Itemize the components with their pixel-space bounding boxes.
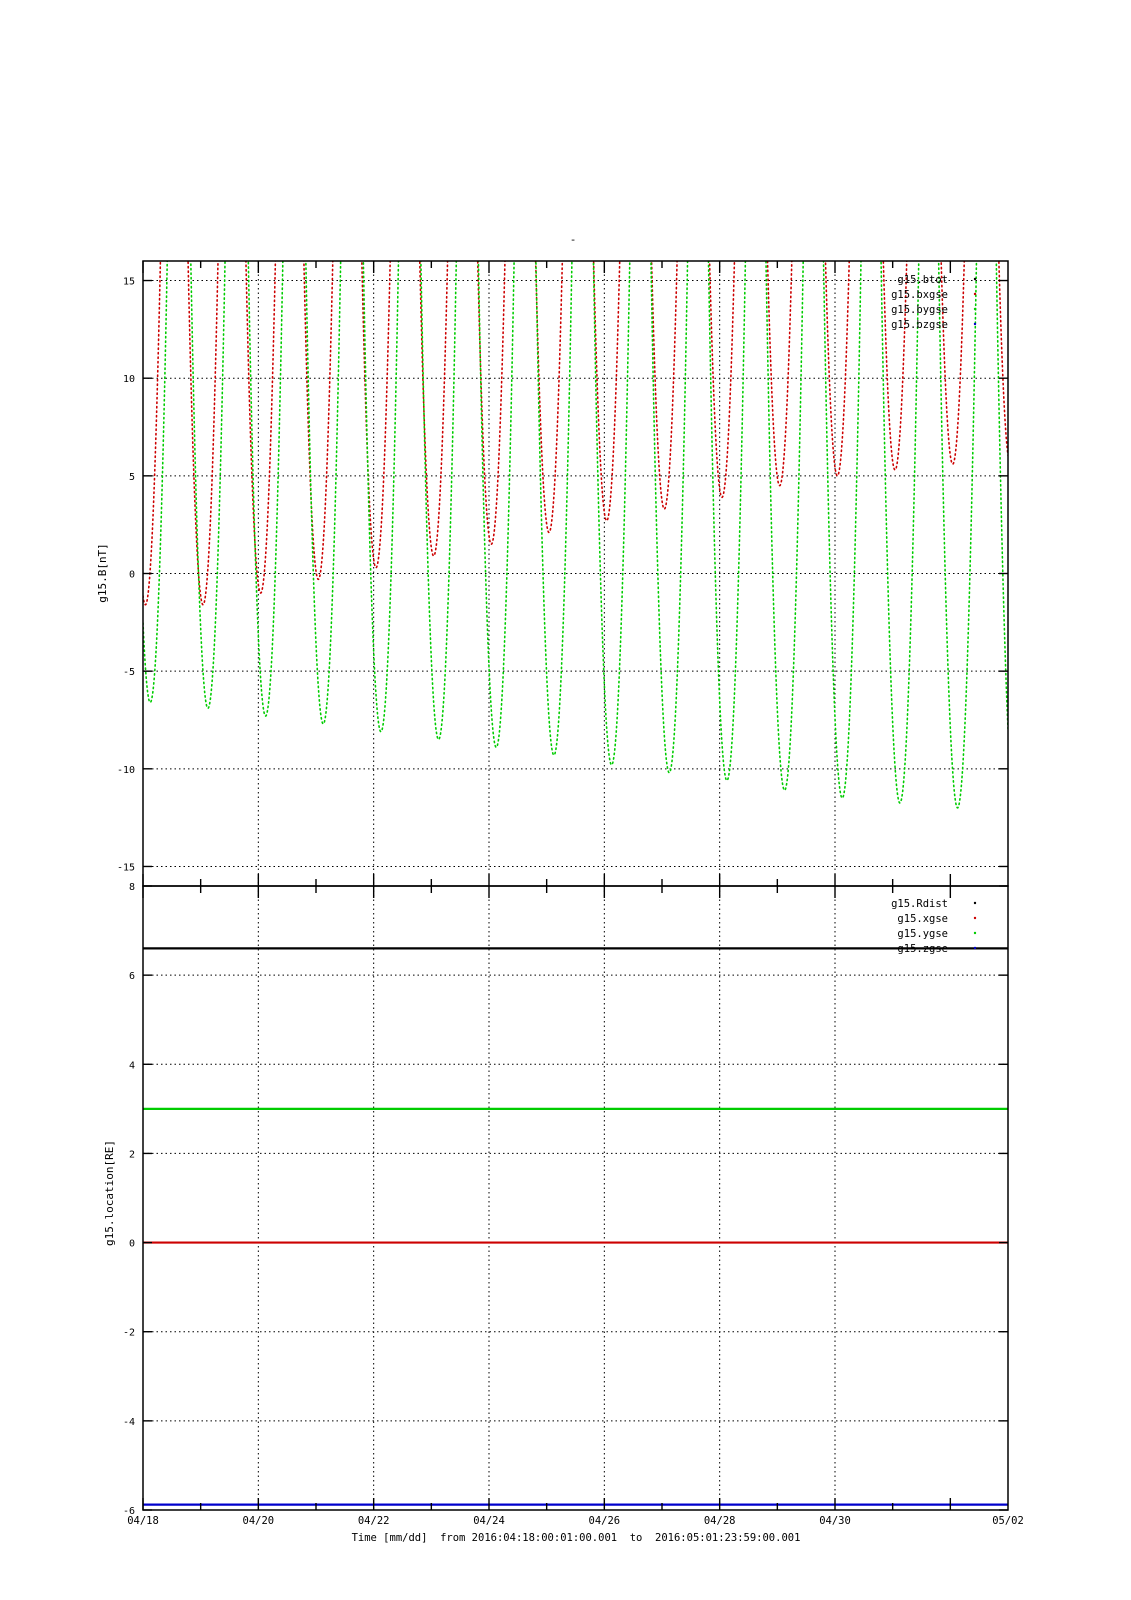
- p1-legend-entry: g15.bygse: [891, 304, 948, 316]
- p2-legend-marker: [974, 902, 976, 904]
- panel-1-series: [143, 222, 1008, 808]
- panel-2-axes: [123, 882, 1008, 1517]
- p1-legend-marker: [974, 323, 976, 325]
- p2-legend-marker: [974, 917, 976, 919]
- p1-ytick-label: 5: [128, 471, 135, 483]
- p2-frame: [143, 886, 1008, 1510]
- x-tick-label: 04/22: [357, 1515, 390, 1527]
- p2-ytick-label: 6: [128, 971, 135, 983]
- p1-legend-marker: [974, 308, 976, 310]
- x-tick-label: 05/02: [992, 1515, 1024, 1527]
- p2-ytick-label: 2: [128, 1149, 135, 1161]
- panel-2-grid: [143, 886, 1008, 1510]
- x-tick-label: 04/24: [473, 1515, 505, 1527]
- x-axis-tick-labels: [127, 1515, 1024, 1527]
- p1-legend-entry: g15.btot: [897, 274, 948, 286]
- x-tick-label: 04/28: [703, 1515, 736, 1527]
- x-tick-label: 04/20: [242, 1515, 275, 1527]
- p2-ytick-label: -6: [122, 1506, 135, 1517]
- p2-legend-entry: g15.ygse: [897, 928, 948, 940]
- p2-legend-marker: [974, 932, 976, 934]
- p1-legend-entry: g15.bxgse: [891, 289, 948, 301]
- panel-2-legend: [891, 898, 976, 955]
- p2-ytick-label: -2: [122, 1327, 135, 1339]
- p2-ytick-label: -4: [122, 1416, 135, 1428]
- p2-legend-entry: g15.Rdist: [891, 898, 948, 910]
- p1-ytick-label: -15: [116, 862, 135, 874]
- p1-legend-entry: g15.bzgse: [891, 319, 948, 331]
- x-tick-label: 04/30: [819, 1515, 851, 1527]
- p1-ytick-label: -5: [122, 667, 135, 679]
- p1-ytick-label: 10: [122, 374, 135, 386]
- p1-legend-marker: [974, 293, 976, 295]
- x-axis-label: Time [mm/dd] from 2016:04:18:00:01:00.001 to 2016:05:01:23:59:00.001: [351, 1532, 801, 1544]
- p1-series-clip-group: [143, 222, 1008, 808]
- p2-legend-entry: g15.xgse: [897, 913, 948, 925]
- p2-legend-entry: g15.zgse: [897, 943, 948, 955]
- p2-ytick-label: 4: [128, 1060, 135, 1072]
- chart-title-mark: -: [569, 233, 577, 246]
- p2-ytick-label: 0: [128, 1238, 135, 1250]
- p1-ytick-label: -10: [116, 764, 135, 776]
- x-tick-label: 04/18: [127, 1515, 159, 1527]
- series-g15-bygse: [143, 222, 1008, 808]
- p2-ytick-label: 8: [128, 882, 135, 893]
- x-tick-label: 04/26: [588, 1515, 621, 1527]
- p1-ytick-label: 15: [122, 276, 135, 288]
- p1-legend-marker: [974, 278, 976, 280]
- series-g15-bxgse: [143, 222, 1008, 605]
- p1-ytick-label: 0: [128, 569, 135, 581]
- p2-legend-marker: [974, 947, 976, 949]
- panel-1-ylabel: g15.B[nT]: [96, 543, 109, 603]
- panel-2-ylabel: g15.location[RE]: [103, 1140, 116, 1246]
